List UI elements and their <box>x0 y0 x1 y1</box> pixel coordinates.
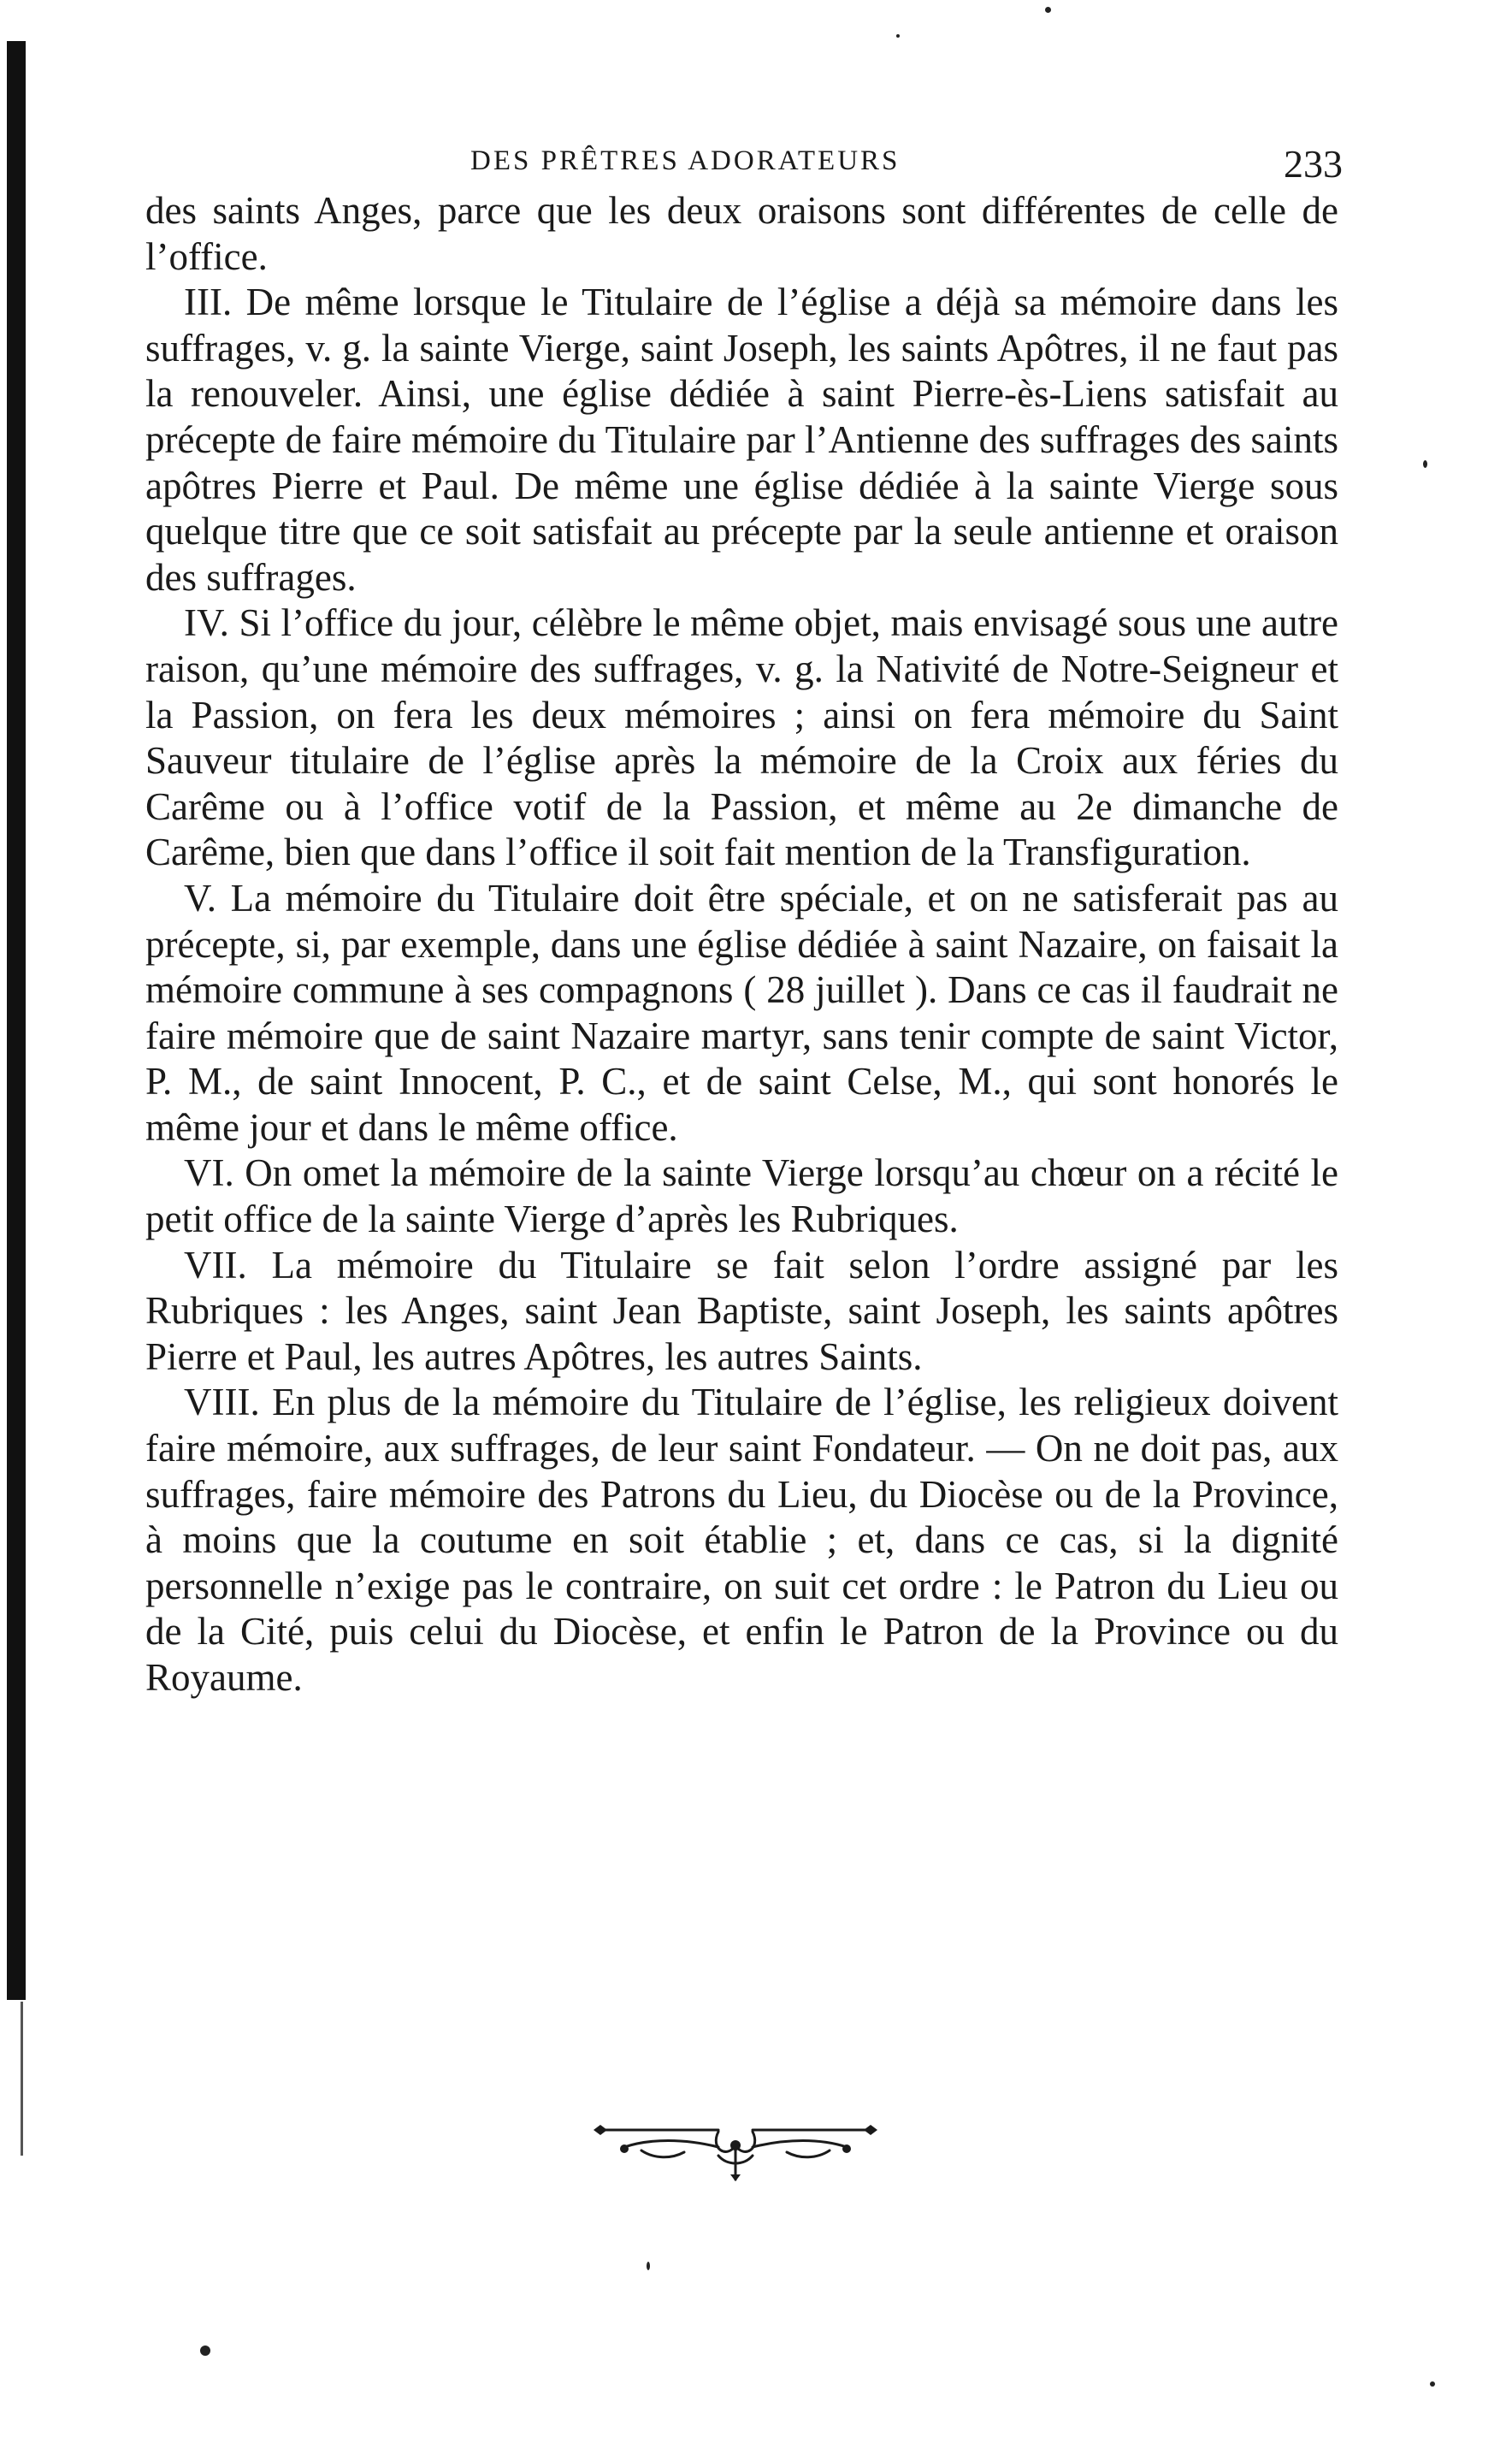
paragraph-vii: VII. La mémoire du Titulaire se fait selon l’ordre assigné par les Rubriques : les Anges, saint Jean Baptiste, saint Joseph, les saints apôtres Pierre et Paul, les autres Apôtres, les autres Saints. <box>145 1243 1338 1378</box>
ink-speck <box>200 2346 210 2356</box>
ink-speck <box>647 2262 650 2270</box>
page-number: 233 <box>1284 142 1343 186</box>
fleuron-ornament-icon <box>590 2115 881 2183</box>
paragraph-iii: III. De même lorsque le Titulaire de l’église a déjà sa mémoire dans les suffrages, v. g. la sainte Vierge, saint Joseph, les saints Apôtres, il ne faut pas la renouveler. Ainsi, une église dédiée à saint Pierre-ès-Liens satisfait au précepte de faire mémoire du Titulaire par l’Antienne des suffrages des saints apôtres Pierre et Paul. De même une église dédiée à la sainte Vierge sous quelque titre que ce soit satisfait au précepte par la seule antienne et oraison des suffrages. <box>145 281 1338 599</box>
running-title: DES PRÊTRES ADORATEURS <box>470 145 901 176</box>
ink-speck <box>1430 2381 1435 2387</box>
paragraph-iv: IV. Si l’office du jour, célèbre le même objet, mais envisagé sous une autre raison, qu’une mémoire des suffrages, v. g. la Nativité de Notre-Seigneur et la Passion, on fera les deux mémoires ; ainsi on fera mémoire du Saint Sauveur titulaire de l’église après la mémoire de la Croix aux féries du Carême ou à l’office votif de la Passion, et même au 2e dimanche de Carême, bien que dans l’office il soit fait mention de la Transfiguration. <box>145 601 1338 874</box>
ink-speck <box>1045 7 1051 13</box>
paragraph-vi: VI. On omet la mémoire de la sainte Vierge lorsqu’au chœur on a récité le petit office de la sainte Vierge d’après les Rubriques. <box>145 1151 1338 1241</box>
paragraph-v: V. La mémoire du Titulaire doit être spéciale, et on ne satisferait pas au précepte, si, par exemple, dans une église dédiée à saint Nazaire, on faisait la mémoire commune à ses compagnons ( 28 juillet ). Dans ce cas il faudrait ne faire mémoire que de saint Nazaire martyr, sans tenir compte de saint Victor, P. M., de saint Innocent, P. C., et de saint Celse, M., qui sont honorés le même jour et dans le même office. <box>145 876 1338 1149</box>
ink-speck <box>896 34 900 38</box>
body-text <box>145 188 1338 1701</box>
paragraph-continuation: des saints Anges, parce que les deux oraisons sont différentes de celle de l’office. <box>145 189 1338 278</box>
scan-edge-shadow <box>7 41 26 2000</box>
paragraph-viii: VIII. En plus de la mémoire du Titulaire de l’église, les religieux doivent faire mémoire, aux suffrages, de leur saint Fondateur. — On ne doit pas, aux suffrages, faire mémoire des Patrons du Lieu, du Diocèse ou de la Province, à moins que la coutume en soit établie ; et, dans ce cas, si la dignité personnelle n’exige pas le contraire, on suit cet ordre : le Patron du Lieu ou de la Cité, puis celui du Diocèse, et enfin le Patron de la Province ou du Royaume. <box>145 1381 1338 1699</box>
running-head <box>145 137 1343 185</box>
ink-speck <box>1423 460 1427 468</box>
scan-edge-line <box>21 2002 23 2156</box>
